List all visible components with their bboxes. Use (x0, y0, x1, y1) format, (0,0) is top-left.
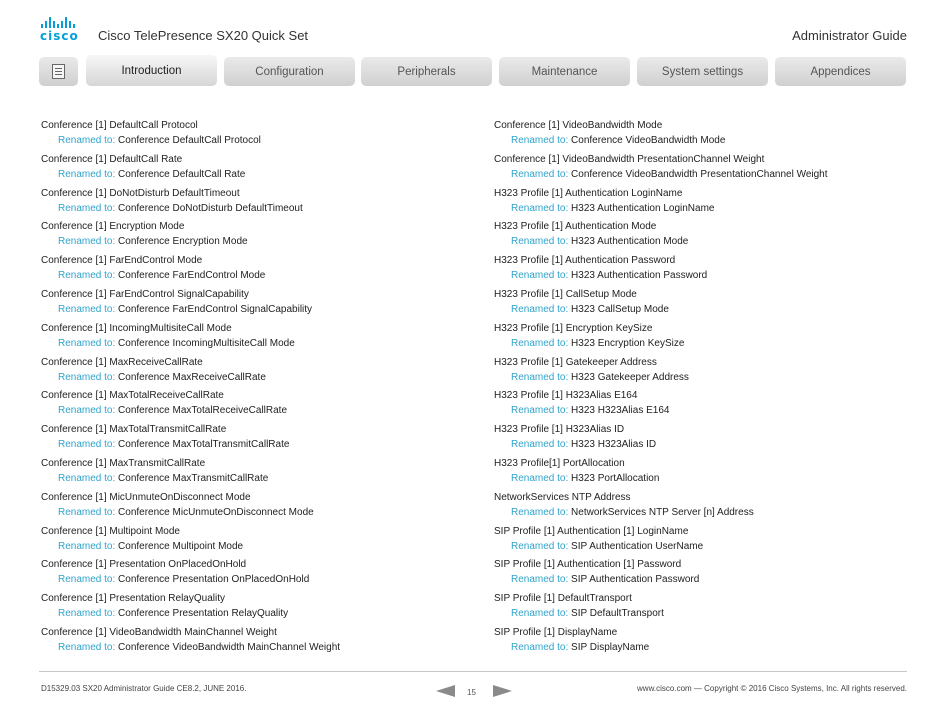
renamed-to-label: Renamed to: (511, 506, 569, 518)
renamed-setting (41, 640, 461, 655)
original-setting-name: H323 Profile [1] H323Alias E164 (494, 390, 638, 402)
setting-entry (41, 490, 461, 524)
tab-peripherals[interactable]: Peripherals (361, 57, 492, 86)
renamed-setting (41, 437, 461, 452)
original-setting-name: Conference [1] VideoBandwidth MainChannel Weight (41, 626, 277, 638)
renamed-setting-name: Conference Presentation RelayQuality (118, 608, 289, 620)
renamed-setting (494, 640, 914, 655)
original-setting-name: Conference [1] VideoBandwidth PresentationChannel Weight (494, 153, 765, 165)
renamed-setting (41, 539, 461, 554)
renamed-setting (494, 201, 914, 216)
original-setting-name: Conference [1] Presentation OnPlacedOnHold (41, 559, 247, 571)
renamed-to-label: Renamed to: (58, 371, 116, 383)
renamed-setting-name: Conference IncomingMultisiteCall Mode (118, 337, 295, 349)
tab-appendices[interactable]: Appendices (775, 57, 906, 86)
tab-configuration[interactable]: Configuration (224, 57, 355, 86)
renamed-to-label: Renamed to: (511, 574, 569, 586)
renamed-to-label: Renamed to: (58, 303, 116, 315)
renamed-to-label: Renamed to: (58, 574, 116, 586)
original-setting-name: Conference [1] DoNotDisturb DefaultTimeout (41, 187, 240, 199)
renamed-setting-name: H323 Authentication Password (571, 270, 708, 282)
original-setting-name: Conference [1] DefaultCall Protocol (41, 120, 198, 131)
renamed-setting-name: Conference FarEndControl SignalCapability (118, 303, 313, 315)
renamed-setting-name: Conference DefaultCall Rate (118, 168, 246, 180)
renamed-setting (494, 505, 914, 520)
renamed-setting-name: Conference Encryption Mode (118, 236, 248, 248)
renamed-setting (41, 201, 461, 216)
renamed-setting-name: SIP Authentication Password (571, 574, 700, 586)
original-setting-name: Conference [1] Multipoint Mode (41, 525, 180, 537)
original-setting-name: Conference [1] MaxReceiveCallRate (41, 356, 203, 368)
guide-title: Administrator Guide (792, 28, 907, 43)
setting-entry (41, 152, 461, 186)
renamed-to-label: Renamed to: (511, 472, 569, 484)
original-setting-name: Conference [1] FarEndControl Mode (41, 255, 203, 267)
original-setting-name: Conference [1] MaxTotalTransmitCallRate (41, 424, 227, 436)
renamed-setting-name: Conference Multipoint Mode (118, 540, 244, 552)
renamed-setting (41, 505, 461, 520)
cisco-logo-bars-icon (41, 17, 86, 28)
renamed-setting-name: Conference MaxTotalTransmitCallRate (118, 439, 290, 451)
renamed-setting (41, 336, 461, 351)
renamed-setting-name: Conference MaxTotalReceiveCallRate (118, 405, 288, 417)
original-setting-name: H323 Profile [1] Authentication LoginName (494, 187, 683, 199)
document-icon (52, 64, 65, 79)
original-setting-name: H323 Profile [1] Encryption KeySize (494, 322, 653, 334)
renamed-setting (41, 234, 461, 249)
left-column (41, 118, 461, 659)
renamed-setting (41, 471, 461, 486)
renamed-setting-name: H323 PortAllocation (571, 472, 660, 484)
renamed-setting (494, 437, 914, 452)
renamed-setting (41, 167, 461, 182)
renamed-to-label: Renamed to: (511, 540, 569, 552)
footer-copyright: www.cisco.com — Copyright © 2016 Cisco Systems, Inc. All rights reserved. (637, 684, 907, 693)
setting-entry (41, 422, 461, 456)
setting-entry (494, 186, 914, 220)
renamed-to-label: Renamed to: (58, 236, 116, 248)
renamed-to-label: Renamed to: (511, 270, 569, 282)
renamed-setting (41, 403, 461, 418)
nav-home-button[interactable] (39, 57, 78, 86)
renamed-setting (494, 539, 914, 554)
setting-entry (494, 625, 914, 659)
renamed-to-label: Renamed to: (58, 506, 116, 518)
renamed-to-label: Renamed to: (58, 135, 116, 146)
renamed-setting (494, 606, 914, 621)
renamed-setting-name: SIP Authentication UserName (571, 540, 704, 552)
renamed-to-label: Renamed to: (511, 135, 569, 146)
renamed-setting (494, 302, 914, 317)
right-column (494, 118, 914, 659)
original-setting-name: Conference [1] FarEndControl SignalCapability (41, 288, 249, 300)
renamed-setting (494, 336, 914, 351)
original-setting-name: H323 Profile [1] Authentication Password (494, 255, 676, 267)
setting-entry (494, 152, 914, 186)
setting-entry (41, 287, 461, 321)
renamed-to-label: Renamed to: (511, 168, 569, 180)
renamed-setting (494, 167, 914, 182)
main-navigation (39, 56, 907, 86)
original-setting-name: Conference [1] VideoBandwidth Mode (494, 120, 663, 131)
renamed-to-label: Renamed to: (58, 439, 116, 451)
original-setting-name: Conference [1] MaxTotalReceiveCallRate (41, 390, 224, 402)
renamed-setting-name: SIP DisplayName (571, 641, 650, 653)
original-setting-name: H323 Profile[1] PortAllocation (494, 457, 625, 469)
setting-entry (41, 219, 461, 253)
document-title: Cisco TelePresence SX20 Quick Set (98, 28, 309, 43)
setting-entry (494, 490, 914, 524)
setting-entry (494, 355, 914, 389)
renamed-setting-name: Conference VideoBandwidth PresentationChannel Weight (571, 168, 828, 180)
renamed-setting (494, 403, 914, 418)
renamed-to-label: Renamed to: (511, 608, 569, 620)
renamed-to-label: Renamed to: (58, 270, 116, 282)
original-setting-name: SIP Profile [1] DisplayName (494, 626, 618, 638)
original-setting-name: H323 Profile [1] Gatekeeper Address (494, 356, 657, 368)
setting-entry (494, 524, 914, 558)
renamed-setting-name: H323 CallSetup Mode (571, 303, 669, 315)
renamed-setting-name: NetworkServices NTP Server [n] Address (571, 506, 754, 518)
setting-entry (41, 524, 461, 558)
renamed-setting (41, 133, 461, 148)
renamed-setting-name: H323 Gatekeeper Address (571, 371, 689, 383)
setting-entry (494, 388, 914, 422)
renamed-setting (494, 268, 914, 283)
renamed-setting-name: Conference FarEndControl Mode (118, 270, 266, 282)
original-setting-name: Conference [1] Encryption Mode (41, 221, 185, 233)
renamed-setting (41, 572, 461, 587)
renamed-setting-name: Conference VideoBandwidth MainChannel Weight (118, 641, 341, 653)
cisco-logo-text: cisco (40, 29, 79, 43)
original-setting-name: Conference [1] DefaultCall Rate (41, 153, 183, 165)
setting-entry (41, 186, 461, 220)
renamed-setting-name: H323 H323Alias E164 (571, 405, 670, 417)
setting-entry (494, 591, 914, 625)
original-setting-name: H323 Profile [1] CallSetup Mode (494, 288, 637, 300)
cisco-logo (40, 17, 86, 43)
setting-entry (494, 253, 914, 287)
renamed-to-label: Renamed to: (511, 371, 569, 383)
renamed-to-label: Renamed to: (58, 540, 116, 552)
renamed-to-label: Renamed to: (58, 641, 116, 653)
renamed-setting-name: H323 H323Alias ID (571, 439, 657, 451)
setting-entry (41, 118, 461, 152)
setting-entry (494, 456, 914, 490)
renamed-setting (494, 133, 914, 148)
original-setting-name: H323 Profile [1] Authentication Mode (494, 221, 657, 233)
original-setting-name: SIP Profile [1] DefaultTransport (494, 593, 632, 605)
renamed-setting (494, 572, 914, 587)
renamed-setting (41, 268, 461, 283)
previous-page-icon[interactable] (436, 685, 455, 697)
setting-entry (41, 557, 461, 591)
renamed-to-label: Renamed to: (58, 337, 116, 349)
renamed-to-label: Renamed to: (511, 439, 569, 451)
setting-entry (494, 219, 914, 253)
setting-entry (41, 388, 461, 422)
tab-system-settings[interactable]: System settings (637, 57, 768, 86)
setting-entry (494, 321, 914, 355)
original-setting-name: H323 Profile [1] H323Alias ID (494, 424, 625, 436)
renamed-setting (41, 606, 461, 621)
renamed-to-label: Renamed to: (511, 337, 569, 349)
footer-divider (39, 671, 907, 672)
tab-maintenance[interactable]: Maintenance (499, 57, 630, 86)
renamed-setting (41, 302, 461, 317)
renamed-to-label: Renamed to: (58, 202, 116, 214)
footer-document-id: D15329.03 SX20 Administrator Guide CE8.2, JUNE 2016. (41, 684, 247, 693)
setting-entry (41, 591, 461, 625)
original-setting-name: Conference [1] IncomingMultisiteCall Mode (41, 322, 232, 334)
setting-entry (494, 422, 914, 456)
setting-entry (494, 118, 914, 152)
original-setting-name: Conference [1] Presentation RelayQuality (41, 593, 225, 605)
renamed-setting-name: H323 Authentication Mode (571, 236, 689, 248)
renamed-setting (494, 234, 914, 249)
renamed-setting (41, 370, 461, 385)
renamed-to-label: Renamed to: (511, 303, 569, 315)
next-page-icon[interactable] (493, 685, 512, 697)
setting-entry (494, 557, 914, 591)
page-number: 15 (467, 688, 476, 697)
renamed-setting (494, 471, 914, 486)
setting-entry (41, 253, 461, 287)
renamed-to-label: Renamed to: (511, 236, 569, 248)
renamed-setting-name: Conference MaxReceiveCallRate (118, 371, 266, 383)
original-setting-name: NetworkServices NTP Address (494, 491, 631, 503)
setting-entry (41, 321, 461, 355)
original-setting-name: SIP Profile [1] Authentication [1] LoginName (494, 525, 689, 537)
renamed-setting-name: Conference MaxTransmitCallRate (118, 472, 269, 484)
renamed-setting-name: SIP DefaultTransport (571, 608, 664, 620)
renamed-setting-name: H323 Encryption KeySize (571, 337, 685, 349)
original-setting-name: Conference [1] MaxTransmitCallRate (41, 457, 206, 469)
setting-entry (494, 287, 914, 321)
setting-entry (41, 625, 461, 659)
original-setting-name: Conference [1] MicUnmuteOnDisconnect Mode (41, 491, 251, 503)
renamed-to-label: Renamed to: (511, 405, 569, 417)
renamed-setting-name: Conference Presentation OnPlacedOnHold (118, 574, 310, 586)
renamed-setting-name: Conference MicUnmuteOnDisconnect Mode (118, 506, 314, 518)
original-setting-name: SIP Profile [1] Authentication [1] Password (494, 559, 682, 571)
renamed-to-label: Renamed to: (511, 202, 569, 214)
renamed-to-label: Renamed to: (58, 168, 116, 180)
tab-introduction[interactable]: Introduction (86, 55, 217, 86)
renamed-to-label: Renamed to: (58, 405, 116, 417)
renamed-setting-name: Conference VideoBandwidth Mode (571, 135, 726, 146)
renamed-setting (494, 370, 914, 385)
setting-entry (41, 456, 461, 490)
renamed-setting-name: Conference DoNotDisturb DefaultTimeout (118, 202, 303, 214)
renamed-to-label: Renamed to: (58, 472, 116, 484)
renamed-setting-name: Conference DefaultCall Protocol (118, 135, 261, 146)
renamed-to-label: Renamed to: (58, 608, 116, 620)
renamed-to-label: Renamed to: (511, 641, 569, 653)
setting-entry (41, 355, 461, 389)
renamed-setting-name: H323 Authentication LoginName (571, 202, 715, 214)
